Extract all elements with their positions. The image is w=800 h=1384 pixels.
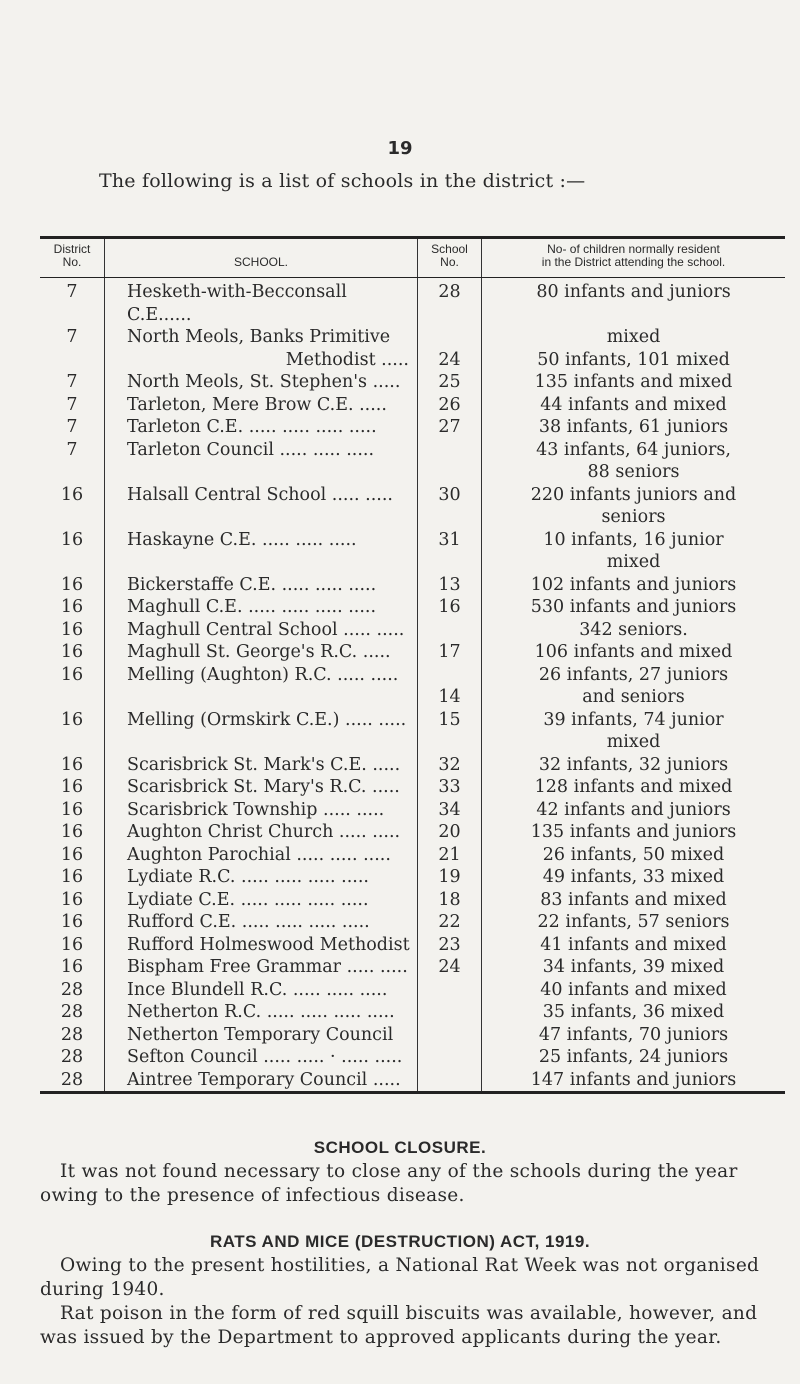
school-no-cell xyxy=(418,844,482,867)
children-count-cell xyxy=(482,709,786,754)
school-no-cell xyxy=(418,1024,482,1047)
school-no-cell xyxy=(418,484,482,529)
school-name-cell xyxy=(105,664,418,709)
school-name-cell xyxy=(105,889,418,912)
school-name-cell xyxy=(105,574,418,597)
school-name: Haskayne C.E. ..... ..... ..... xyxy=(127,529,357,550)
school-name: Maghull C.E. ..... ..... ..... ..... xyxy=(127,597,377,617)
district-no-cell: 7 xyxy=(40,326,105,371)
school-no-cell xyxy=(418,776,482,799)
table-row xyxy=(40,326,785,371)
table-row xyxy=(40,1024,785,1047)
district-no-cell: 16 xyxy=(40,484,105,529)
school-no: 28 xyxy=(438,282,461,302)
district-no-cell: 16 xyxy=(40,596,105,619)
school-no-cell xyxy=(418,574,482,597)
header-children: No- of children normally resident in the District attending the school. xyxy=(482,238,786,278)
rats-heading: RATS AND MICE (DESTRUCTION) ACT, 1919. xyxy=(209,1232,591,1251)
school-name: Netherton Temporary Council xyxy=(127,1024,394,1045)
children-count-line: 88 seniors xyxy=(587,462,680,482)
school-no-cell xyxy=(418,866,482,889)
school-name-cell xyxy=(105,709,418,754)
children-count-line: 530 infants and juniors xyxy=(530,597,737,617)
district-no-cell: 16 xyxy=(40,641,105,664)
school-name: Scarisbrick St. Mark's C.E. ..... xyxy=(127,754,401,775)
district-no-cell: 16 xyxy=(40,664,105,709)
school-no: 13 xyxy=(438,574,461,595)
school-name: Maghull St. George's R.C. ..... xyxy=(127,642,391,662)
school-name: North Meols, St. Stephen's ..... xyxy=(127,372,401,392)
school-name: Tarleton C.E. ..... ..... ..... ..... xyxy=(127,417,377,437)
table-row xyxy=(40,1001,785,1024)
school-name-cell xyxy=(105,754,418,777)
children-count-line: 80 infants and juniors xyxy=(536,282,731,302)
district-no-cell: 16 xyxy=(40,709,105,754)
schools-table xyxy=(40,236,785,1094)
children-count-line: 106 infants and mixed xyxy=(534,642,733,662)
school-no-cell xyxy=(418,979,482,1002)
table-row xyxy=(40,844,785,867)
children-count-cell xyxy=(482,439,786,484)
header-school: SCHOOL. xyxy=(105,238,418,278)
school-no: 19 xyxy=(438,867,461,887)
children-count-cell xyxy=(482,844,786,867)
school-name-cell xyxy=(105,1069,418,1093)
school-no-cell xyxy=(418,596,482,619)
table-row xyxy=(40,709,785,754)
children-count-line: 22 infants, 57 seniors xyxy=(537,912,730,932)
table-row xyxy=(40,1046,785,1069)
school-no: 15 xyxy=(438,709,461,730)
table-row xyxy=(40,821,785,844)
children-count-line: 135 infants and mixed xyxy=(534,372,733,392)
school-no-cell xyxy=(418,821,482,844)
district-no-cell: 7 xyxy=(40,439,105,484)
children-count-cell xyxy=(482,484,786,529)
school-no-cell xyxy=(418,754,482,777)
school-name: North Meols, Banks Primitive xyxy=(127,327,391,347)
table-row xyxy=(40,416,785,439)
school-name: Melling (Ormskirk C.E.) ..... ..... xyxy=(127,709,407,730)
school-no-cell xyxy=(418,664,482,709)
children-count-line: 83 infants and mixed xyxy=(540,889,727,910)
district-no-cell: 16 xyxy=(40,889,105,912)
district-no-cell: 16 xyxy=(40,844,105,867)
table-row xyxy=(40,956,785,979)
school-name-cell xyxy=(105,776,418,799)
table-row xyxy=(40,439,785,484)
children-count-cell xyxy=(482,641,786,664)
school-name: Maghull Central School ..... ..... xyxy=(127,619,405,640)
district-no-cell: 28 xyxy=(40,1024,105,1047)
school-name: Lydiate R.C. ..... ..... ..... ..... xyxy=(127,867,369,887)
school-no-cell xyxy=(418,439,482,484)
children-count-cell xyxy=(482,799,786,822)
children-count-cell xyxy=(482,1024,786,1047)
table-row xyxy=(40,934,785,957)
children-count-cell xyxy=(482,574,786,597)
school-no-cell xyxy=(418,1046,482,1069)
school-name: Netherton R.C. ..... ..... ..... ..... xyxy=(127,1002,395,1022)
children-count-cell xyxy=(482,371,786,394)
children-count-cell xyxy=(482,979,786,1002)
school-no-cell xyxy=(418,1069,482,1093)
school-no-cell xyxy=(418,911,482,934)
children-count-line: 342 seniors. xyxy=(579,619,688,640)
district-no-cell: 7 xyxy=(40,371,105,394)
children-count-cell xyxy=(482,416,786,439)
closure-heading: SCHOOL CLOSURE. xyxy=(313,1138,487,1157)
school-name: Ince Blundell R.C. ..... ..... ..... xyxy=(127,979,388,1000)
school-no-cell xyxy=(418,1001,482,1024)
children-count-cell xyxy=(482,1069,786,1093)
children-count-line: 42 infants and juniors xyxy=(536,799,731,820)
district-no-cell: 16 xyxy=(40,866,105,889)
children-count-line: 44 infants and mixed xyxy=(540,394,727,415)
children-count-line: mixed xyxy=(606,327,661,347)
school-name: Scarisbrick St. Mary's R.C. ..... xyxy=(127,777,400,797)
children-count-line: mixed xyxy=(606,732,661,752)
school-no: 34 xyxy=(438,799,461,820)
district-no-cell: 7 xyxy=(40,394,105,417)
children-count-line: 32 infants, 32 juniors xyxy=(538,754,729,775)
school-name: Aintree Temporary Council ..... xyxy=(127,1069,401,1090)
school-name-cell xyxy=(105,866,418,889)
children-count-line: 128 infants and mixed xyxy=(534,777,733,797)
school-no-cell xyxy=(418,619,482,642)
school-name-cell xyxy=(105,1001,418,1024)
children-count-line: mixed xyxy=(606,552,661,572)
school-no-cell xyxy=(418,416,482,439)
school-name-cell xyxy=(105,956,418,979)
district-no-cell: 28 xyxy=(40,1046,105,1069)
school-name-cell xyxy=(105,1046,418,1069)
table-row xyxy=(40,574,785,597)
school-name: Scarisbrick Township ..... ..... xyxy=(127,799,385,820)
children-count-line: 147 infants and juniors xyxy=(530,1069,737,1090)
school-name-cell xyxy=(105,821,418,844)
children-count-cell xyxy=(482,394,786,417)
district-no-cell: 16 xyxy=(40,799,105,822)
children-count-line: 43 infants, 64 juniors, xyxy=(536,439,731,460)
district-no-cell: 16 xyxy=(40,934,105,957)
district-no-cell: 28 xyxy=(40,979,105,1002)
district-no-cell: 16 xyxy=(40,911,105,934)
school-no-cell xyxy=(418,326,482,371)
district-no-cell: 16 xyxy=(40,529,105,574)
school-no: 27 xyxy=(438,417,461,437)
school-no-cell xyxy=(418,709,482,754)
header-school-no: School No. xyxy=(418,238,482,278)
school-name-cell xyxy=(105,979,418,1002)
children-count-cell xyxy=(482,889,786,912)
children-count-cell xyxy=(482,821,786,844)
school-no: 25 xyxy=(438,372,461,392)
school-no: 17 xyxy=(438,642,461,662)
school-name: Halsall Central School ..... ..... xyxy=(127,484,393,505)
children-count-cell xyxy=(482,754,786,777)
children-count-line: 39 infants, 74 junior xyxy=(543,709,724,730)
children-count-cell xyxy=(482,866,786,889)
school-name: Aughton Parochial ..... ..... ..... xyxy=(127,844,391,865)
children-count-line: 35 infants, 36 mixed xyxy=(542,1002,725,1022)
school-name: Tarleton Council ..... ..... ..... xyxy=(127,439,375,460)
school-no-cell xyxy=(418,371,482,394)
district-no-cell: 7 xyxy=(40,278,105,327)
rats-para-1: Owing to the present hostilities, a National Rat Week was not organised during 1940. xyxy=(40,1255,760,1300)
district-no-cell: 28 xyxy=(40,1069,105,1093)
school-name: Lydiate C.E. ..... ..... ..... ..... xyxy=(127,889,369,910)
children-count-line: 47 infants, 70 juniors xyxy=(538,1024,729,1045)
table-row xyxy=(40,529,785,574)
children-count-line: 34 infants, 39 mixed xyxy=(542,957,725,977)
school-name-cell xyxy=(105,439,418,484)
school-no: 20 xyxy=(438,822,461,842)
header-district-no: District No. xyxy=(40,238,105,278)
school-no: 24 xyxy=(438,957,461,977)
school-no-cell xyxy=(418,641,482,664)
school-name-cell xyxy=(105,1024,418,1047)
school-no: 18 xyxy=(438,889,461,910)
district-no-cell: 16 xyxy=(40,776,105,799)
children-count-line: and seniors xyxy=(582,687,685,707)
children-count-line: seniors xyxy=(601,507,666,527)
table-row xyxy=(40,1069,785,1093)
children-count-cell xyxy=(482,278,786,327)
district-no-cell: 7 xyxy=(40,416,105,439)
school-name-cell xyxy=(105,596,418,619)
table-row xyxy=(40,799,785,822)
district-no-cell: 16 xyxy=(40,619,105,642)
table-row xyxy=(40,641,785,664)
school-name-cell xyxy=(105,416,418,439)
children-count-line: 40 infants and mixed xyxy=(540,979,727,1000)
children-count-cell xyxy=(482,664,786,709)
table-header-row xyxy=(40,238,785,278)
school-name: Rufford C.E. ..... ..... ..... ..... xyxy=(127,912,370,932)
table-row xyxy=(40,866,785,889)
school-no-cell xyxy=(418,278,482,327)
school-name: Aughton Christ Church ..... ..... xyxy=(127,822,401,842)
district-no-cell: 28 xyxy=(40,1001,105,1024)
table-row xyxy=(40,664,785,709)
table-row xyxy=(40,776,785,799)
school-name-cell xyxy=(105,641,418,664)
school-name: Bispham Free Grammar ..... ..... xyxy=(127,957,408,977)
school-no-cell xyxy=(418,889,482,912)
school-name-cell xyxy=(105,371,418,394)
children-count-line: 25 infants, 24 juniors xyxy=(538,1047,729,1067)
school-name-cell xyxy=(105,484,418,529)
rats-para-2: Rat poison in the form of red squill biscuits was available, however, and was issued by the Department to approved applicants during the year. xyxy=(40,1303,758,1348)
table-row xyxy=(40,394,785,417)
school-name-cell xyxy=(105,326,418,371)
school-no: 33 xyxy=(438,777,461,797)
school-no: 21 xyxy=(438,844,461,865)
intro-text: The following is a list of schools in the district :— xyxy=(99,170,586,192)
school-name-cell xyxy=(105,278,418,327)
school-no: 32 xyxy=(438,754,461,775)
children-count-line: 49 infants, 33 mixed xyxy=(542,867,725,887)
district-no-cell: 16 xyxy=(40,754,105,777)
table-row xyxy=(40,371,785,394)
district-no-cell: 16 xyxy=(40,574,105,597)
school-name: Tarleton, Mere Brow C.E. ..... xyxy=(127,394,387,415)
children-count-cell xyxy=(482,619,786,642)
children-count-line: 26 infants, 50 mixed xyxy=(542,844,725,865)
school-name-cell xyxy=(105,619,418,642)
school-name-continued: Methodist ..... xyxy=(285,349,409,370)
school-no-cell xyxy=(418,394,482,417)
school-no: 24 xyxy=(438,349,461,370)
table-row xyxy=(40,911,785,934)
school-name-cell xyxy=(105,934,418,957)
school-name: Sefton Council ..... ..... · ..... ..... xyxy=(127,1047,403,1067)
school-name-cell xyxy=(105,799,418,822)
school-name: Melling (Aughton) R.C. ..... ..... xyxy=(127,664,399,685)
children-count-cell xyxy=(482,911,786,934)
children-count-line: 50 infants, 101 mixed xyxy=(537,349,730,370)
school-no: 26 xyxy=(438,394,461,415)
school-name-cell xyxy=(105,529,418,574)
children-count-cell xyxy=(482,956,786,979)
school-no: 30 xyxy=(438,484,461,505)
children-count-cell xyxy=(482,1001,786,1024)
table-row xyxy=(40,979,785,1002)
children-count-cell xyxy=(482,596,786,619)
school-name: Rufford Holmeswood Methodist xyxy=(127,934,410,955)
school-name: Hesketh-with-Becconsall C.E...... xyxy=(127,282,347,325)
table-row xyxy=(40,889,785,912)
school-no-cell xyxy=(418,529,482,574)
children-count-line: 220 infants juniors and xyxy=(530,484,737,505)
school-no: 16 xyxy=(438,597,461,617)
school-no: 23 xyxy=(438,934,461,955)
district-no-cell: 16 xyxy=(40,956,105,979)
school-no-cell xyxy=(418,934,482,957)
school-no: 22 xyxy=(438,912,461,932)
table-row xyxy=(40,278,785,327)
school-name-cell xyxy=(105,911,418,934)
school-name-cell xyxy=(105,394,418,417)
school-name: Bickerstaffe C.E. ..... ..... ..... xyxy=(127,574,377,595)
table-row xyxy=(40,484,785,529)
school-no: 31 xyxy=(438,529,461,550)
children-count-cell xyxy=(482,529,786,574)
children-count-line: 41 infants and mixed xyxy=(540,934,727,955)
table-row xyxy=(40,596,785,619)
school-no-cell xyxy=(418,956,482,979)
children-count-line: 10 infants, 16 junior xyxy=(543,529,724,550)
children-count-cell xyxy=(482,1046,786,1069)
children-count-line: 102 infants and juniors xyxy=(530,574,737,595)
children-count-line: 38 infants, 61 juniors xyxy=(538,417,729,437)
closure-text: It was not found necessary to close any of the schools during the year owing to the presence of infectious disease. xyxy=(40,1161,738,1206)
page-number: 19 xyxy=(387,138,413,159)
children-count-cell xyxy=(482,326,786,371)
school-no-cell xyxy=(418,799,482,822)
district-no-cell: 16 xyxy=(40,821,105,844)
table-body xyxy=(40,278,785,1093)
children-count-line: 26 infants, 27 juniors xyxy=(538,664,729,685)
children-count-cell xyxy=(482,934,786,957)
school-no: 14 xyxy=(438,687,461,707)
table-row xyxy=(40,754,785,777)
children-count-cell xyxy=(482,776,786,799)
children-count-line: 135 infants and juniors xyxy=(530,822,737,842)
table-row xyxy=(40,619,785,642)
school-name-cell xyxy=(105,844,418,867)
